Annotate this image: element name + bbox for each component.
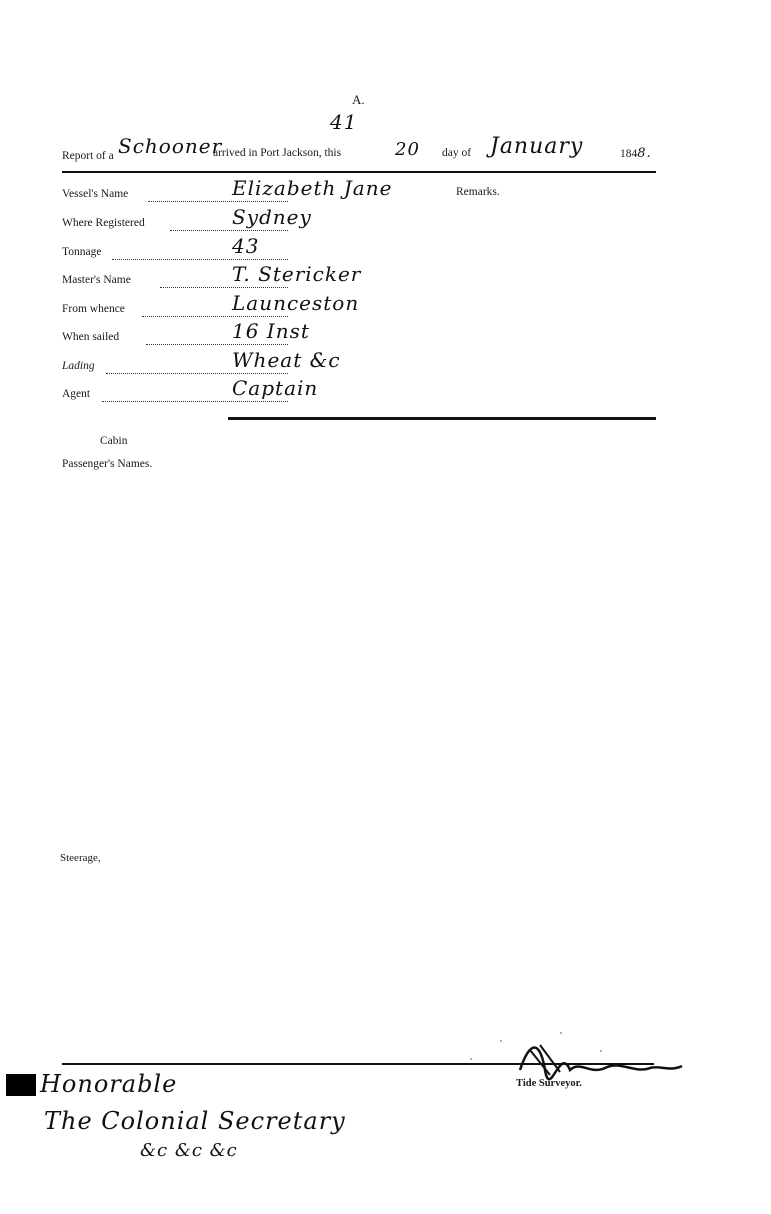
field-label: Lading bbox=[62, 360, 95, 372]
day-handwritten: 20 bbox=[395, 139, 420, 160]
field-from-whence bbox=[62, 291, 462, 319]
field-value: Captain bbox=[232, 376, 319, 400]
leader-dots bbox=[102, 401, 288, 402]
field-where-registered bbox=[62, 205, 462, 233]
form-letter: A. bbox=[352, 92, 365, 107]
cabin-label: Cabin bbox=[100, 435, 128, 447]
field-value: Wheat &c bbox=[232, 348, 341, 372]
year-printed-digits: 184 bbox=[620, 148, 638, 160]
field-label: Where Registered bbox=[62, 217, 145, 229]
address-line3: &c &c &c bbox=[140, 1140, 238, 1161]
black-block bbox=[6, 1074, 36, 1096]
leader-dots bbox=[112, 259, 288, 260]
vessel-type-handwritten: Schooner bbox=[118, 134, 223, 158]
scan-speck bbox=[560, 1032, 562, 1034]
report-prefix: Report of a bbox=[62, 150, 114, 162]
field-value: Launceston bbox=[232, 291, 360, 315]
field-label: Tonnage bbox=[62, 246, 102, 258]
field-value: T. Stericker bbox=[232, 262, 362, 286]
leader-dots bbox=[106, 373, 288, 374]
field-value: Elizabeth Jane bbox=[232, 176, 393, 200]
field-masters-name bbox=[62, 262, 462, 290]
field-vessel-name bbox=[62, 176, 462, 204]
field-when-sailed bbox=[62, 319, 462, 347]
year-printed bbox=[620, 146, 652, 161]
address-line1: Honorable bbox=[40, 1070, 178, 1098]
scan-speck bbox=[500, 1040, 502, 1042]
passenger-names-label: Passenger's Names. bbox=[62, 458, 153, 470]
scan-speck bbox=[470, 1058, 472, 1060]
fields-rule bbox=[228, 417, 656, 420]
field-lading bbox=[62, 348, 462, 376]
scan-speck bbox=[600, 1050, 602, 1052]
tide-surveyor-label: Tide Surveyor. bbox=[516, 1078, 582, 1089]
field-label: Master's Name bbox=[62, 274, 131, 286]
report-arrived-text: arrived in Port Jackson, this bbox=[213, 147, 342, 159]
steerage-label: Steerage, bbox=[60, 852, 101, 864]
day-of-text: day of bbox=[442, 147, 472, 159]
field-label: Vessel's Name bbox=[62, 188, 129, 200]
remarks-label: Remarks. bbox=[456, 186, 500, 198]
field-label: Agent bbox=[62, 388, 91, 400]
year-handwritten-digit: 8. bbox=[637, 146, 652, 161]
field-label: From whence bbox=[62, 303, 125, 315]
header-rule bbox=[62, 171, 656, 173]
form-number: 41 bbox=[330, 110, 358, 134]
leader-dots bbox=[170, 230, 288, 231]
leader-dots bbox=[146, 344, 288, 345]
field-value: 43 bbox=[232, 234, 260, 258]
field-agent bbox=[62, 376, 462, 404]
field-value: 16 Inst bbox=[232, 319, 310, 343]
address-line2: The Colonial Secretary bbox=[44, 1107, 346, 1135]
month-handwritten: January bbox=[490, 134, 584, 159]
field-tonnage bbox=[62, 234, 462, 262]
leader-dots bbox=[160, 287, 288, 288]
leader-dots bbox=[148, 201, 288, 202]
field-value: Sydney bbox=[232, 205, 312, 229]
field-label: When sailed bbox=[62, 331, 120, 343]
leader-dots bbox=[142, 316, 288, 317]
